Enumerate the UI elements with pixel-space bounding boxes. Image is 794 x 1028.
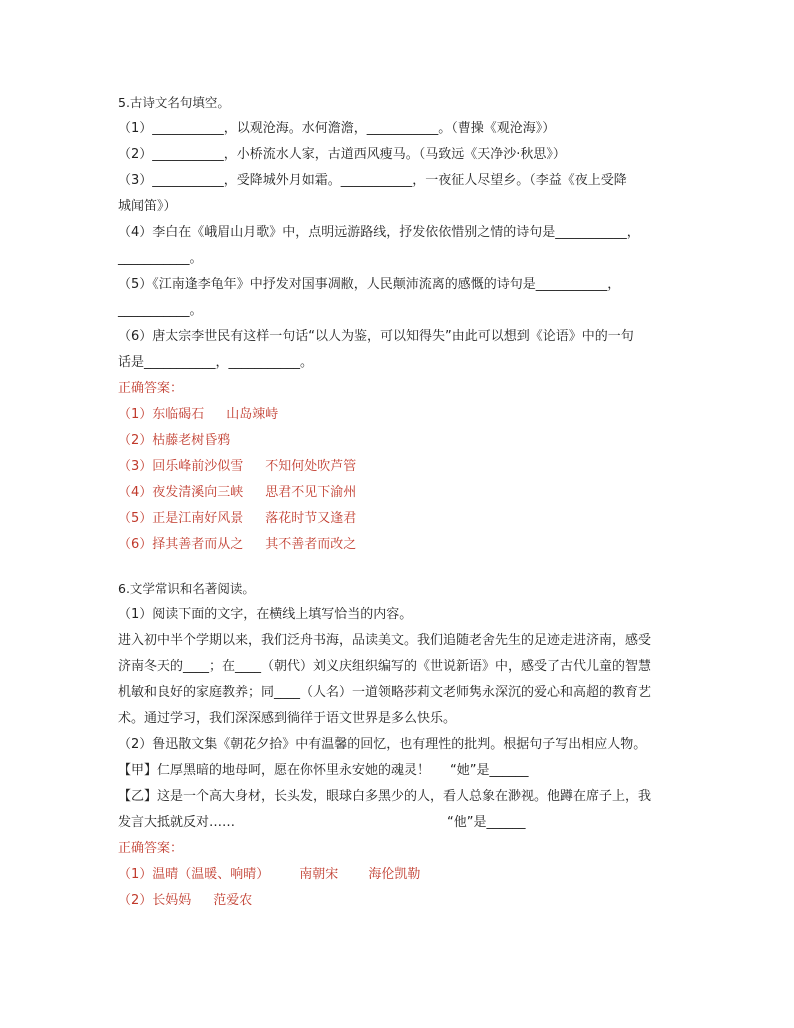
answer-text: 长妈妈 [152,893,192,908]
answer-text: 正是江南好风景 [152,511,244,526]
passage-line-2: 济南冬天的____；在____（朝代）刘义庆组织编写的《世说新语》中，感受了古代儿童的智慧 [118,659,652,674]
question-6-sub-2: （2）鲁迅散文集《朝花夕拾》中有温馨的回忆，也有理性的批判。根据句子写出相应人物。 [118,737,647,752]
answer-text: 范爱农 [213,893,253,908]
answer-number: （2） [118,893,153,908]
passage-yi-1: 【乙】这是一个高大身材，长头发，眼球白多黑少的人，看人总象在渺视。他蹲在席子上，我 [118,789,652,804]
question-5 [118,90,678,558]
answer-row [118,402,678,428]
question-5-line-7: （5）《江南逢李龟年》中抒发对国事凋敝，人民颠沛流离的感慨的诗句是___________， [118,277,621,292]
answer-label: 正确答案： [118,381,184,396]
answer-row [118,480,678,506]
answer-text: 海伦凯勒 [368,867,421,882]
question-6-title: 6.文学常识和名著阅读。 [118,581,255,596]
question-5-line-9: （6）唐太宗李世民有这样一句话“以人为鉴，可以知得失”由此可以想到《论语》中的一句 [118,329,634,344]
answer-text: 择其善者而从之 [152,537,244,552]
jia-blank: “她”是______ [450,763,529,778]
passage-line-3: 机敏和良好的家庭教养；同____（人名）一道领略莎莉文老师隽永深沉的爱心和高超的教育艺 [118,685,652,700]
question-6 [118,576,678,914]
question-5-line-6: ___________。 [118,251,203,266]
answer-text: 思君不见下渝州 [265,485,357,500]
answer-text: 温晴（温暖、响晴） [152,867,270,882]
question-5-line-5: （4）李白在《峨眉山月歌》中，点明远游路线，抒发依依惜别之情的诗句是___________， [118,225,640,240]
answer-text: 枯藤老树昏鸦 [152,433,231,448]
document-page [118,90,678,914]
jia-text: 【甲】仁厚黑暗的地母呵，愿在你怀里永安她的魂灵！ [118,763,431,778]
answer-number: （1） [118,407,153,422]
question-5-line-1: （1）___________，以观沧海。水何澹澹，___________。（曹操《观沧海》） [118,121,556,136]
question-5-title: 5.古诗文名句填空。 [118,95,230,110]
passage-line-1: 进入初中半个学期以来，我们泛舟书海，品读美文。我们追随老舍先生的足迹走进济南，感受 [118,633,652,648]
question-5-line-2: （2）___________，小桥流水人家，古道西风瘦马。（马致远《天净沙·秋思》） [118,147,566,162]
passage-yi-2 [118,810,678,836]
answer-number: （5） [118,511,153,526]
answer-row [118,888,678,914]
answer-text: 夜发清溪向三峡 [152,485,244,500]
passage-line-4: 术。通过学习，我们深深感到徜徉于语文世界是多么快乐。 [118,711,457,726]
answer-text: 落花时节又逢君 [265,511,357,526]
passage-jia [118,758,678,784]
answer-text: 南朝宋 [299,867,339,882]
answer-row [118,532,678,558]
question-5-line-10: 话是___________，___________。 [118,355,314,370]
answer-number: （2） [118,433,153,448]
answer-text: 不知何处吹芦管 [265,459,357,474]
yi-blank: “他”是______ [447,815,526,830]
answer-row [118,862,678,888]
answer-number: （1） [118,867,153,882]
question-5-line-3: （3）___________，受降城外月如霜。___________，一夜征人尽望乡。（李益《夜上受降 [118,173,627,188]
question-5-line-8: ___________。 [118,303,203,318]
question-6-sub-1: （1）阅读下面的文字，在横线上填写恰当的内容。 [118,607,413,622]
answer-number: （6） [118,537,153,552]
answer-text: 东临碣石 [152,407,205,422]
question-5-line-4: 城闻笛》） [118,199,177,214]
answer-row [118,506,678,532]
answer-row [118,428,678,454]
answer-text: 山岛竦峙 [226,407,279,422]
yi-text: 发言大抵就反对…… [118,815,236,830]
answer-row [118,454,678,480]
answer-text: 回乐峰前沙似雪 [152,459,244,474]
answer-text: 其不善者而改之 [265,537,357,552]
answer-number: （3） [118,459,153,474]
answer-number: （4） [118,485,153,500]
answer-label: 正确答案： [118,841,184,856]
